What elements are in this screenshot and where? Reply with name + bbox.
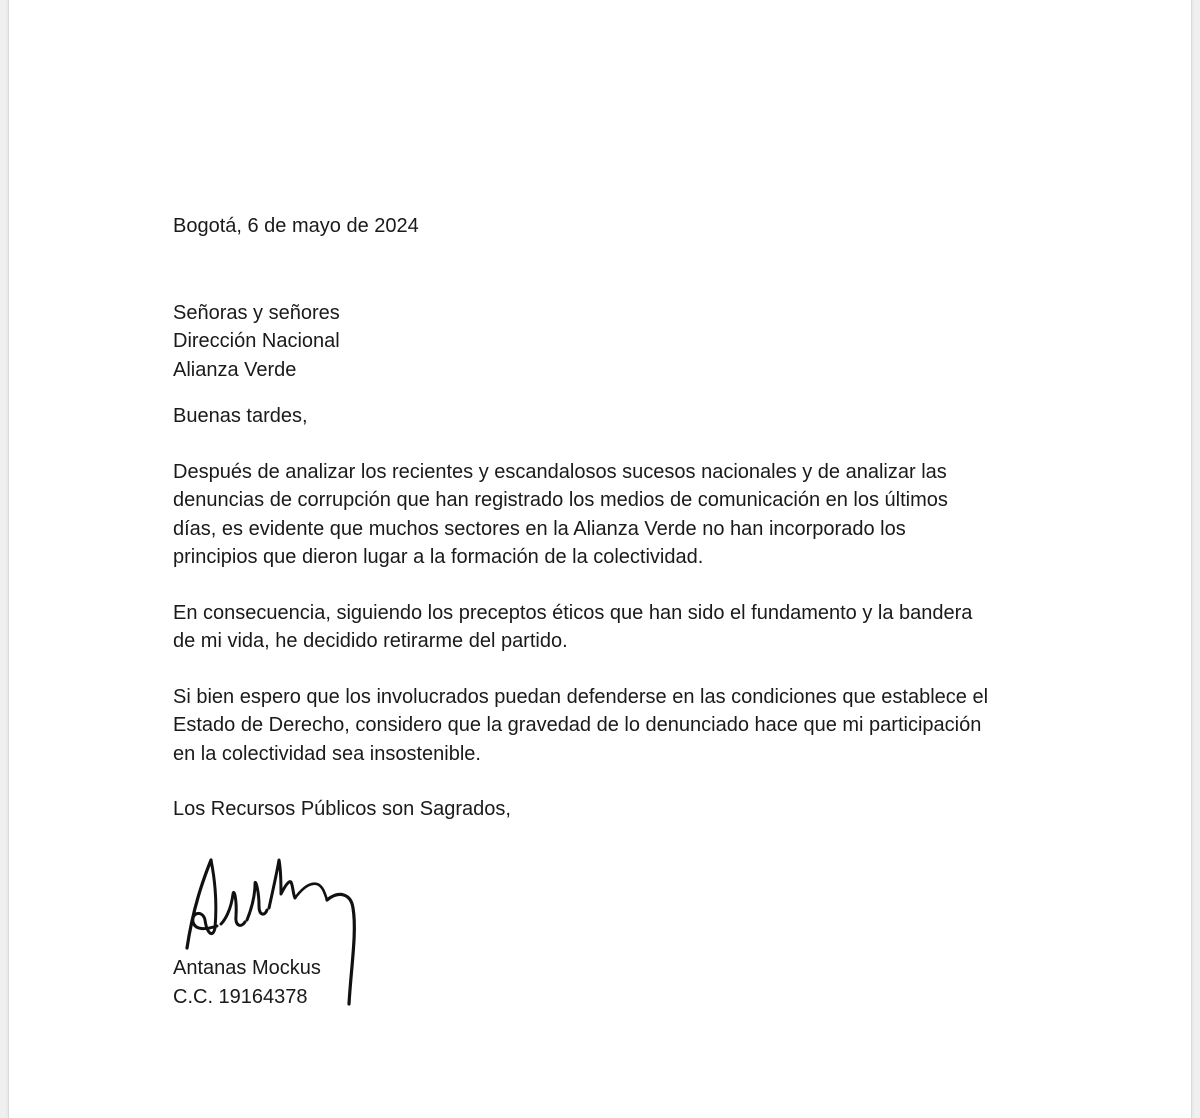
paragraph-line: Si bien espero que los involucrados puedan defenderse en las condiciones que establece el bbox=[173, 685, 989, 708]
closing-line: Los Recursos Públicos son Sagrados, bbox=[173, 798, 511, 820]
signature-stroke bbox=[187, 860, 211, 948]
paragraph-3 bbox=[173, 683, 1073, 769]
signature-stroke bbox=[193, 860, 217, 934]
paragraph-1 bbox=[173, 458, 1073, 572]
paragraph-line: en la colectividad sea insostenible. bbox=[173, 742, 481, 765]
signature-stroke bbox=[221, 892, 245, 925]
recipient-line: Dirección Nacional bbox=[173, 330, 340, 352]
signer-id: C.C. 19164378 bbox=[173, 985, 308, 1008]
letter-page bbox=[8, 0, 1192, 1118]
paragraph-line: denuncias de corrupción que han registrado los medios de comunicación en los últimos bbox=[173, 489, 948, 511]
paragraph-line: principios que dieron lugar a la formación de la colectividad. bbox=[173, 546, 704, 568]
signature-stroke bbox=[327, 894, 354, 1004]
recipient-line: Señoras y señores bbox=[173, 301, 340, 324]
paragraph-line: En consecuencia, siguiendo los preceptos éticos que han sido el fundamento y la bandera bbox=[173, 601, 973, 624]
recipient-line: Alianza Verde bbox=[173, 358, 297, 381]
signature-stroke bbox=[295, 884, 327, 900]
paragraph-line: de mi vida, he decidido retirarme del partido. bbox=[173, 630, 568, 652]
signer-name: Antanas Mockus bbox=[173, 957, 321, 979]
signer-block bbox=[173, 954, 321, 1011]
signature-stroke bbox=[247, 882, 267, 920]
paragraph-line: Estado de Derecho, considero que la gravedad de lo denunciado hace que mi participación bbox=[173, 714, 982, 736]
greeting: Buenas tardes, bbox=[173, 405, 308, 427]
paragraph-line: días, es evidente que muchos sectores en la Alianza Verde no han incorporado los bbox=[173, 517, 906, 540]
letter-date: Bogotá, 6 de mayo de 2024 bbox=[173, 215, 419, 237]
letter-body bbox=[173, 212, 1073, 824]
signature-stroke bbox=[269, 860, 295, 908]
paragraph-line: Después de analizar los recientes y escandalosos sucesos nacionales y de analizar las bbox=[173, 460, 947, 483]
recipient-block bbox=[173, 299, 1073, 385]
paragraph-2 bbox=[173, 599, 1073, 656]
